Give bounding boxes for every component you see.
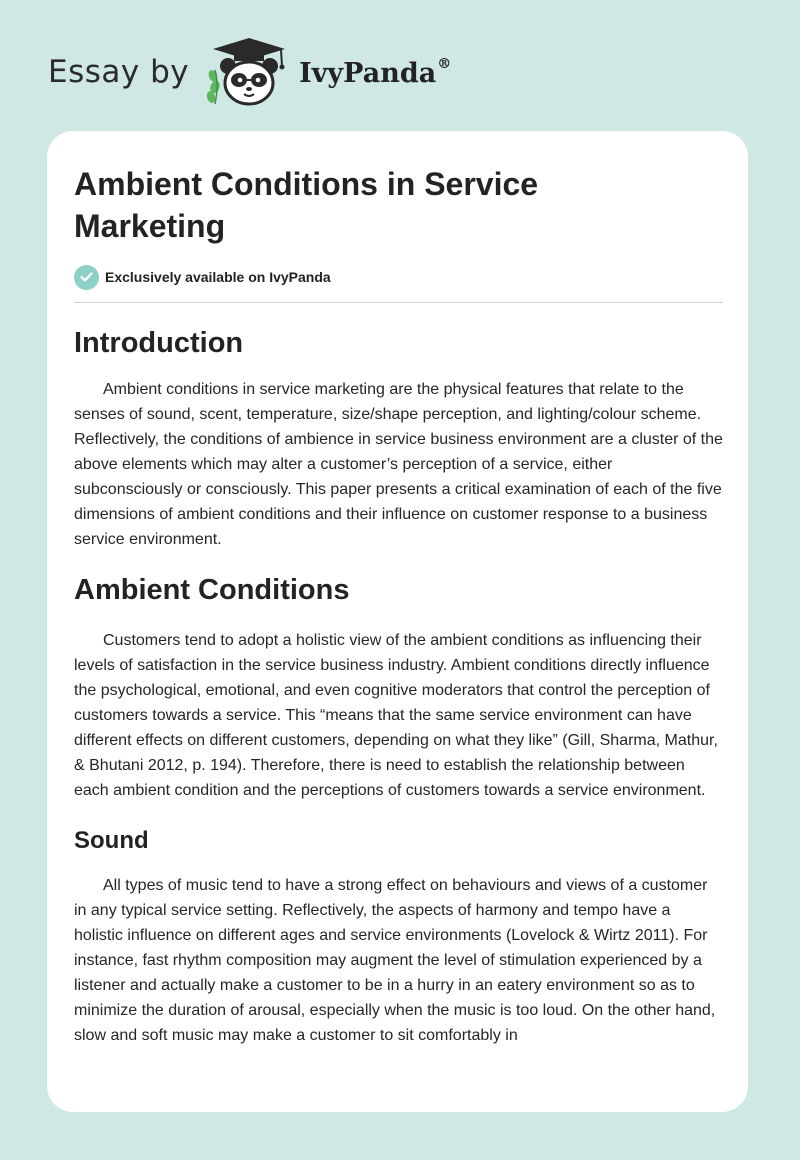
paragraph-sound: All types of music tend to have a strong effect on behaviours and views of a customer in any typical service setting. Reflectively, the aspects of harmony and tempo have a holistic influence on different ages and service environments (Lovelock & Wirtz 2011). For instance, fast rhythm composition may augment the level of stimulation experienced by a listener and actually make a customer to be in a hurry in an eatery environment so as to minimize the duration of arousal, especially when the music is too loud. On the other hand, slow and soft music may make a customer to sit comfortably in [74, 877, 716, 1044]
check-circle-icon [74, 265, 99, 290]
essay-card [47, 131, 748, 1112]
paragraph-introduction: Ambient conditions in service marketing are the physical features that relate to the senses of sound, scent, temperature, size/shape perception, and lighting/colour scheme. Reflectively, the conditions of ambience in service business environment are a cluster of the above elements which may alter a customer’s perception of a service, either subconsciously or consciously. This paper presents a critical examination of each of the five dimensions of ambient conditions and their influence on customer response to a business service environment. [74, 381, 723, 548]
essay-content [74, 163, 723, 1048]
section-heading-introduction: Introduction [74, 327, 244, 359]
paragraph-ambient-conditions: Customers tend to adopt a holistic view of the ambient conditions as influencing their levels of satisfaction in the service business industry. Ambient conditions directly influence the psychological, emotional, and even cognitive moderators that control the perception of customers towards a service. This “means that the same service environment can have different effects on different customers, depending on what they like” (Gill, Sharma, Mathur, & Bhutani 2012, p. 194). Therefore, there is need to establish the relationship between each ambient condition and the perceptions of customers towards a service environment. [74, 632, 718, 799]
panda-graduation-cap-icon[interactable] [203, 36, 295, 108]
brand-name-text: IvyPanda [299, 57, 437, 89]
brand-prefix: Essay by [48, 54, 190, 90]
site-header [48, 36, 451, 108]
divider [74, 302, 723, 303]
section-heading-ambient-conditions: Ambient Conditions [74, 574, 350, 606]
registered-mark: ® [437, 55, 452, 72]
page-title: Ambient Conditions in Service Marketing [74, 166, 539, 244]
section-heading-sound: Sound [74, 827, 149, 854]
brand-name[interactable] [299, 56, 451, 89]
exclusive-badge [74, 263, 723, 291]
exclusive-text: Exclusively available on IvyPanda [105, 269, 331, 285]
